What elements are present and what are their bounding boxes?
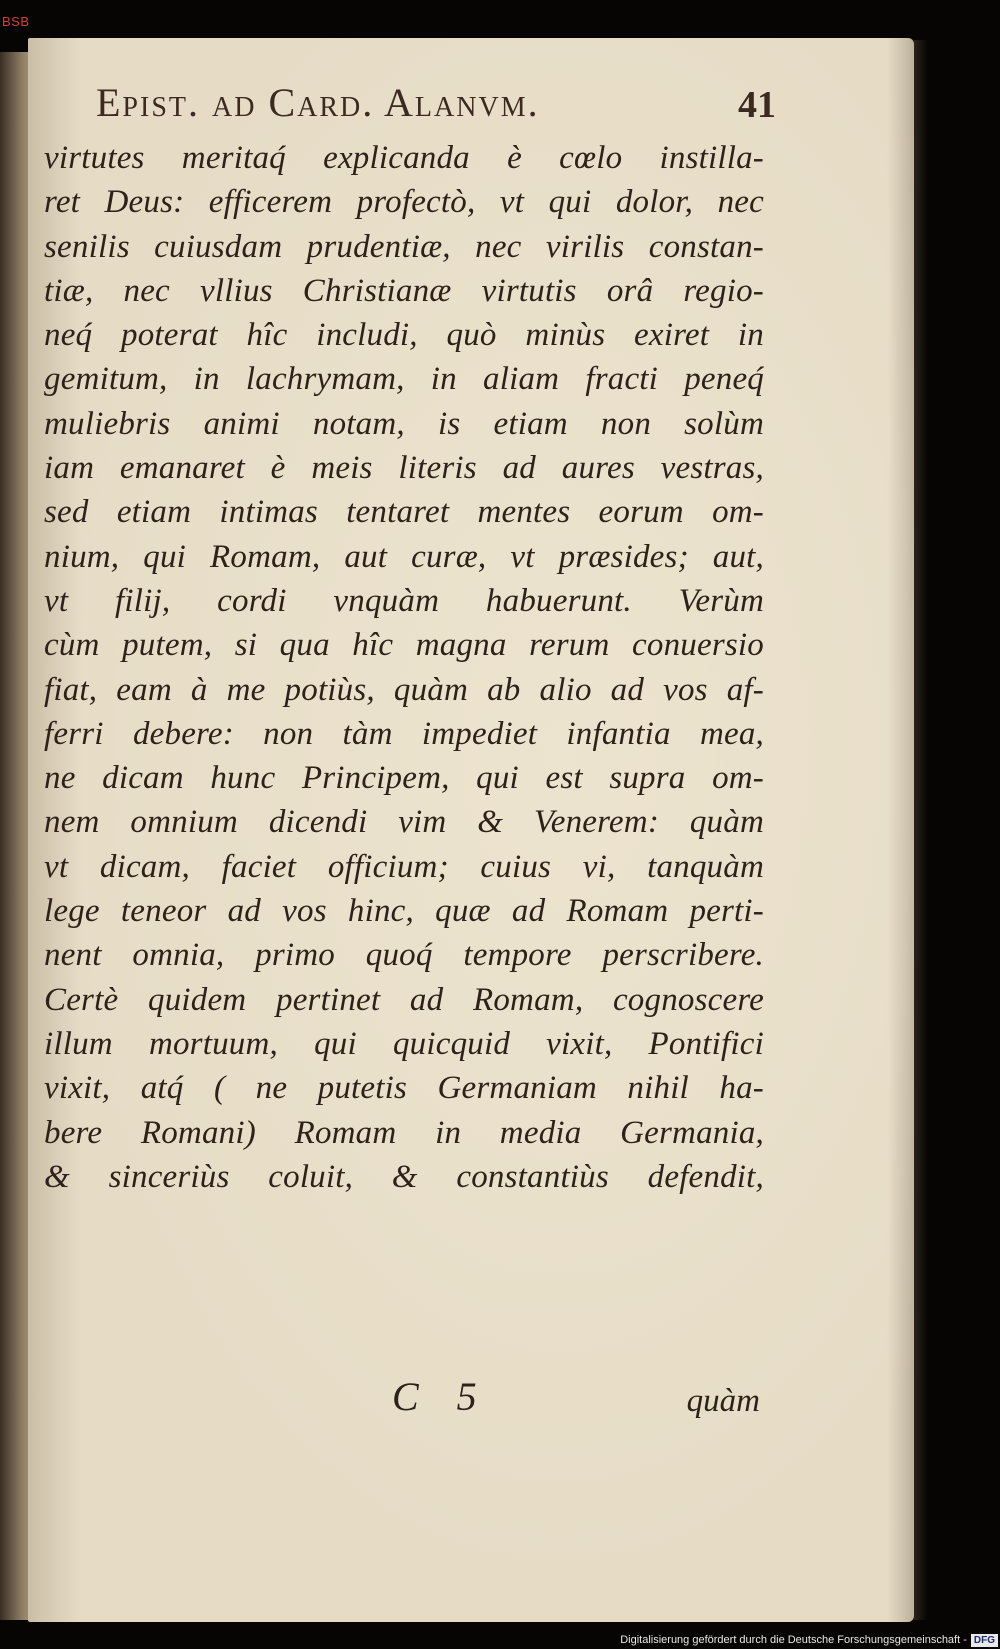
text-line: ret Deus: efficerem profectò, vt qui dolor, nec — [44, 184, 764, 221]
text-line: neq́ poterat hîc includi, quò minùs exiret in — [44, 317, 764, 354]
page-header — [96, 78, 776, 128]
text-line: cùm putem, si qua hîc magna rerum conuersio — [44, 627, 764, 664]
text-line: illum mortuum, qui quicquid vixit, Pontifici — [44, 1025, 764, 1062]
library-mark: BSB — [2, 14, 30, 29]
text-line: ne dicam hunc Principem, qui est supra om- — [44, 760, 764, 797]
text-line: vixit, atq́ ( ne putetis Germaniam nihil ha- — [44, 1070, 764, 1107]
body-text — [44, 136, 764, 1199]
text-line: ferri debere: non tàm impediet infantia mea, — [44, 715, 764, 752]
text-line: tiæ, nec vllius Christianæ virtutis orâ regio- — [44, 272, 764, 309]
text-line: lege teneor ad vos hinc, quæ ad Romam perti- — [44, 893, 764, 930]
text-line: nium, qui Romam, aut curæ, vt præsides; aut, — [44, 538, 764, 575]
text-line: nent omnia, primo quoq́ tempore perscribere. — [44, 937, 764, 974]
folio-number: 41 — [738, 84, 776, 126]
text-line: Certè quidem pertinet ad Romam, cognoscere — [44, 981, 764, 1018]
funding-notice — [600, 1632, 1000, 1649]
page-shadow — [914, 40, 928, 1620]
text-line: virtutes meritaq́ explicanda è cœlo instilla- — [44, 140, 764, 176]
text-line: muliebris animi notam, is etiam non solùm — [44, 405, 764, 442]
text-line: fiat, eam à me potiùs, quàm ab alio ad vos af- — [44, 671, 764, 708]
dfg-logo-icon: DFG — [971, 1634, 998, 1647]
text-line: & sinceriùs coluit, & constantiùs defendit, — [44, 1158, 764, 1195]
text-line: sed etiam intimas tentaret mentes eorum om- — [44, 494, 764, 531]
signature-mark: C 5 — [392, 1374, 491, 1419]
text-line: nem omnium dicendi vim & Venerem: quàm — [44, 804, 764, 841]
funding-notice-text: Digitalisierung gefördert durch die Deutsche Forschungsgemeinschaft - — [620, 1634, 967, 1646]
text-line: senilis cuiusdam prudentiæ, nec virilis constan- — [44, 228, 764, 265]
text-line: vt filij, cordi vnquàm habuerunt. Verùm — [44, 582, 764, 619]
catchword: quàm — [686, 1383, 760, 1419]
page-footer — [44, 1372, 760, 1422]
text-line: iam emanaret è meis literis ad aures vestras, — [44, 450, 764, 487]
text-line: vt dicam, faciet officium; cuius vi, tanquàm — [44, 848, 764, 885]
text-line: bere Romani) Romam in media Germania, — [44, 1114, 764, 1151]
text-line: gemitum, in lachrymam, in aliam fracti peneq́ — [44, 361, 764, 398]
running-title: Epist. ad Card. Alanvm. — [96, 80, 540, 125]
